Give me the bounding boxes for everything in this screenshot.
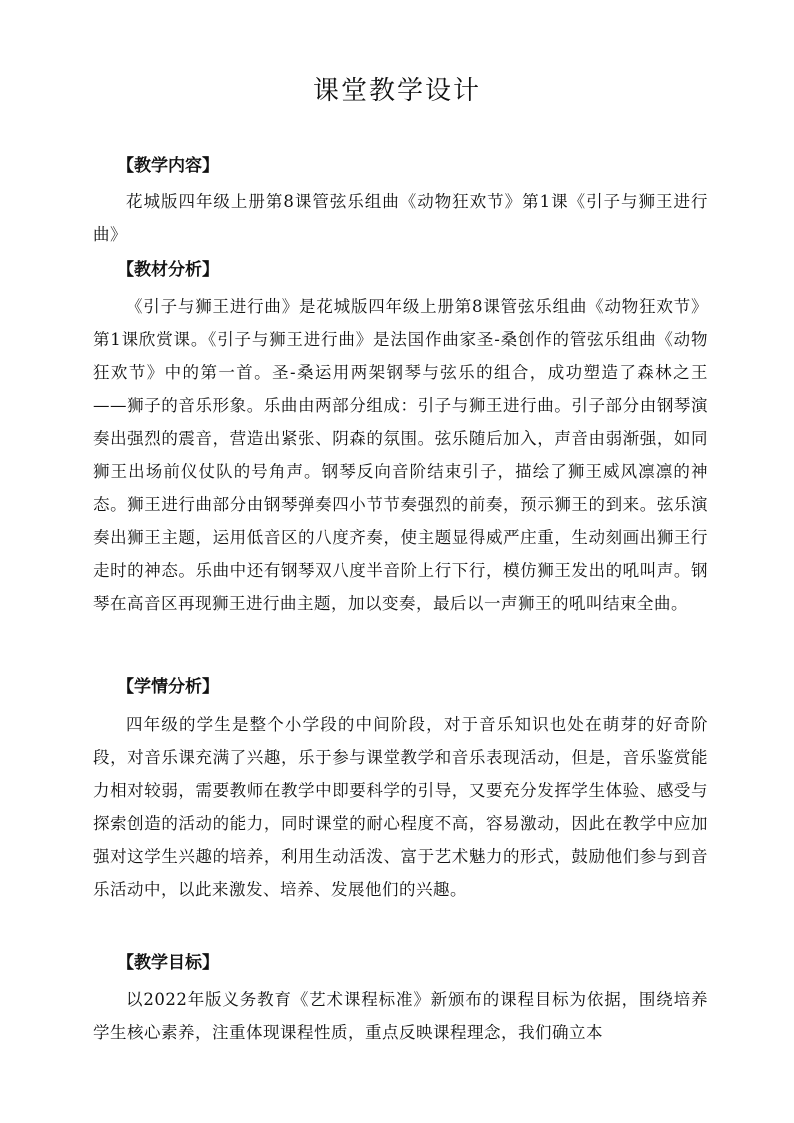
section-teaching-goals (93, 948, 708, 1049)
section-heading: 【教学内容】 (117, 156, 219, 176)
section-paragraph: 花城版四年级上册第8课管弦乐组曲《动物狂欢节》第1课《引子与狮王进行曲》 (93, 192, 708, 244)
section-heading: 【学情分析】 (117, 677, 219, 697)
section-paragraph: 四年级的学生是整个小学段的中间阶段，对于音乐知识也处在萌芽的好奇阶段，对音乐课充满了兴趣，乐于参与课堂教学和音乐表现活动，但是，音乐鉴赏能力相对较弱，需要教师在教学中即要科学的引导，又要充分发挥学生体验、感受与探索创造的活动的能力，同时课堂的耐心程度不高，容易激动，因此在教学中应加强对这学生兴趣的培养，利用生动活泼、富于艺术魅力的形式，鼓励他们参与到音乐活动中，以此来激发、培养、发展他们的兴趣。 (93, 715, 708, 899)
section-material-analysis (93, 255, 708, 620)
section-paragraph: 以2022年版义务教育《艺术课程标准》新颁布的课程目标为依据，围绕培养学生核心素养，注重体现课程性质，重点反映课程理念，我们确立本 (93, 990, 708, 1042)
section-heading: 【教学目标】 (117, 953, 219, 973)
section-student-analysis (93, 672, 708, 906)
section-teaching-content (93, 151, 708, 251)
section-paragraph: 《引子与狮王进行曲》是花城版四年级上册第8课管弦乐组曲《动物狂欢节》第1课欣赏课。《引子与狮王进行曲》是法国作曲家圣-桑创作的管弦乐组曲《动物狂欢节》中的第一首。圣-桑运用两架钢琴与弦乐的组合，成功塑造了森林之王——狮子的音乐形象。乐曲由两部分组成：引子与狮王进行曲。引子部分由钢琴演奏出强烈的震音，营造出紧张、阴森的氛围。弦乐随后加入，声音由弱渐强，如同狮王出场前仪仗队的号角声。钢琴反向音阶结束引子，描绘了狮王威风凛凛的神态。狮王进行曲部分由钢琴弹奏四小节节奏强烈的前奏，预示狮王的到来。弦乐演奏出狮王主题，运用低音区的八度齐奏，使主题显得威严庄重，生动刻画出狮王行走时的神态。乐曲中还有钢琴双八度半音阶上行下行，模仿狮王发出的吼叫声。钢琴在高音区再现狮王进行曲主题，加以变奏，最后以一声狮王的吼叫结束全曲。 (93, 297, 708, 613)
document-title: 课堂教学设计 (312, 76, 481, 106)
section-heading: 【教材分析】 (117, 260, 219, 280)
